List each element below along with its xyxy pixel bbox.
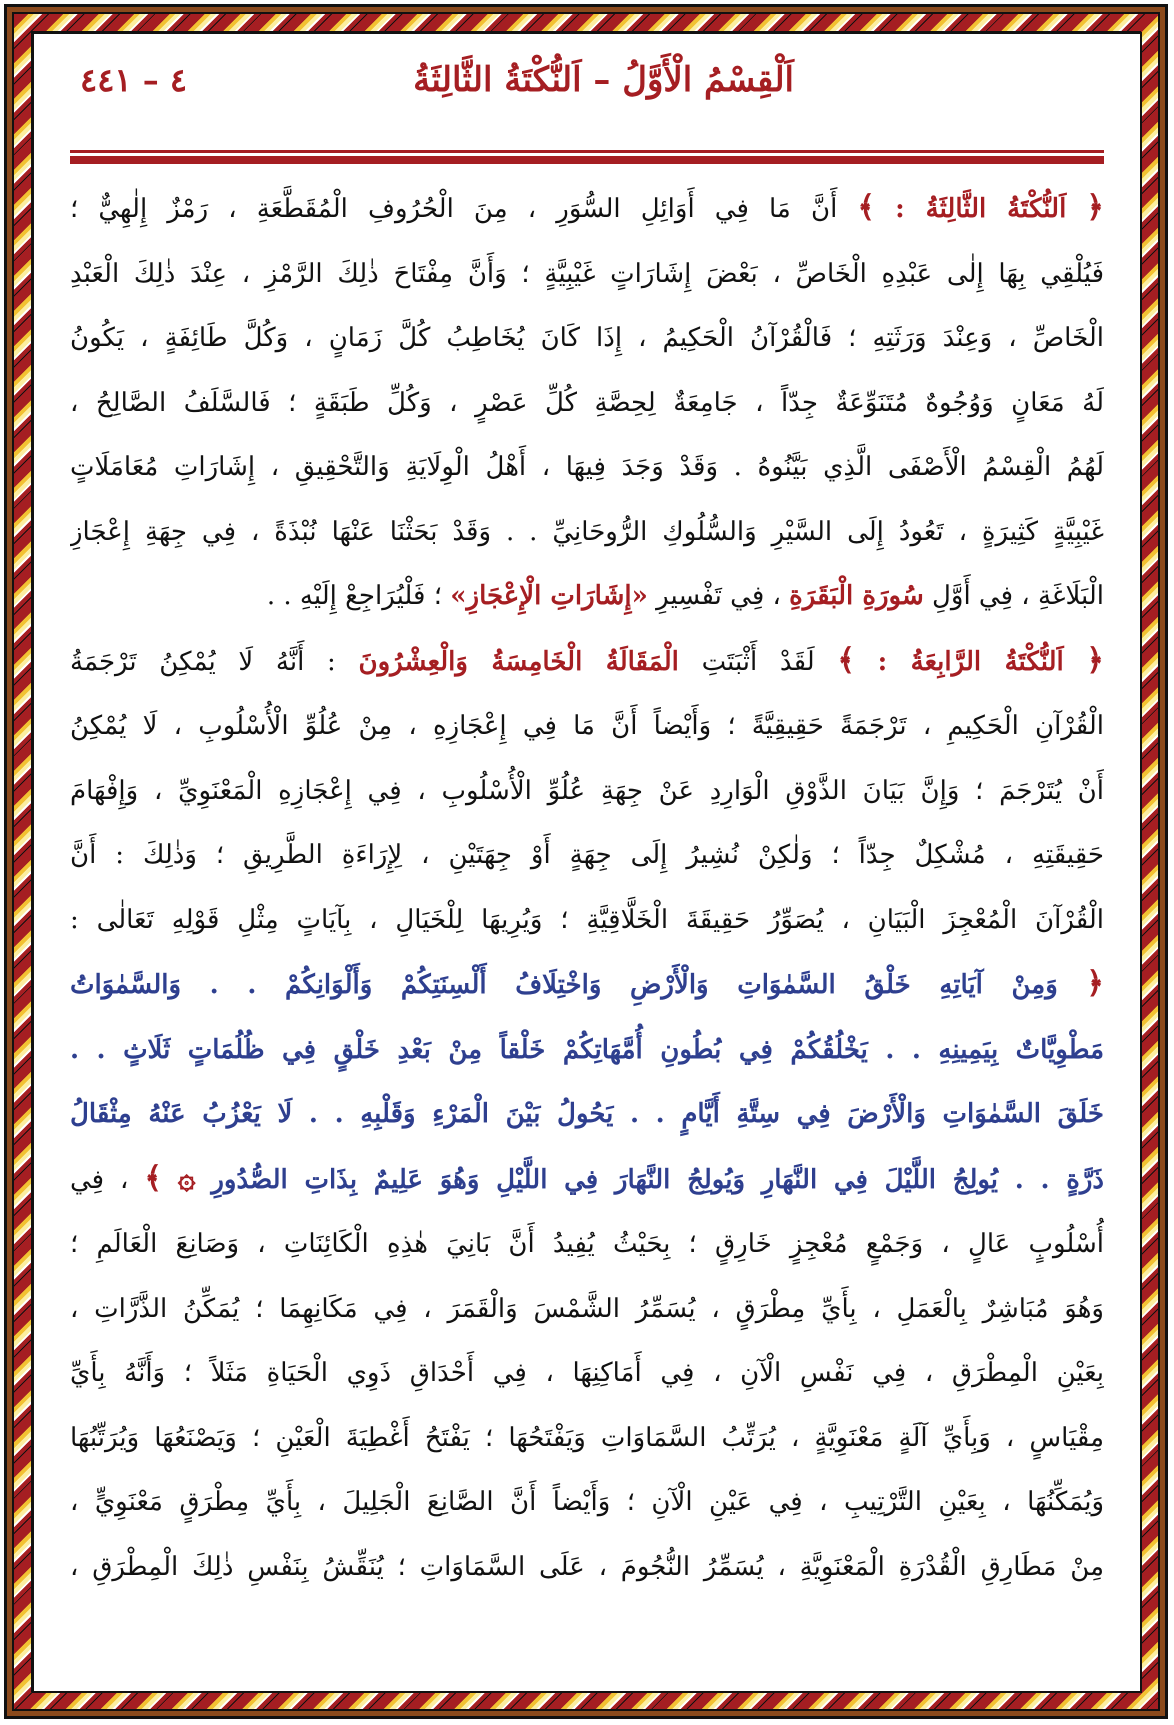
text-line: الْقُرْآنَ الْمُعْجِزَ الْبَيَانِ ، يُصَوِّرُ حَقِيقَةَ الْخَلَّاقِيَّةِ ؛ وَيُرِيهَا لِلْخَيَالِ ، بِآيَاتٍ مِثْلِ قَوْلِهِ تَعَالٰى : (70, 904, 1104, 935)
quran-quote-line: خَلَقَ السَّمٰوَاتِ وَالْأَرْضَ فِي سِتَّةِ أَيَّامٍ . . يَحُولُ بَيْنَ الْمَرْءِ وَقَلْبِهِ . . لَا يَعْزُبُ عَنْهُ مِثْقَالُ (70, 1099, 1104, 1129)
section-heading-3: اَلنُّكْتَةُ الثَّالِثَةُ : (895, 194, 1067, 224)
page-number: ٤ – ٤٤١ (80, 61, 188, 99)
text-line (70, 176, 1104, 242)
line-text: ، فِي (70, 1164, 129, 1195)
header-title: اَلْقِسْمُ الْأَوَّلُ – اَلنُّكْتَةُ الثَّالِثَةُ (413, 60, 794, 100)
line-text: أَنَّ مَا فِي أَوَائِلِ السُّوَرِ ، مِنَ الْحُرُوفِ الْمُقَطَّعَةِ ، رَمْزٌ إِلٰهِيٌّ ؛ (70, 194, 838, 224)
line-text: ، فِي تَفْسِيرِ (656, 581, 781, 611)
line-text: الْبَلَاغَةِ ، فِي أَوَّلِ (932, 581, 1104, 611)
ornament-close-icon: ﴾ (857, 190, 875, 225)
text-line: مِقْيَاسٍ ، وَبِأَيِّ آلَةٍ مَعْنَوِيَّةٍ ، يُرَتِّبُ السَّمَاوَاتِ وَيَفْتَحُهَا ؛ يَفْتَحُ أَغْطِيَةَ الْعَيْنِ ؛ وَيَصْنَعُهَا وَيُرَتِّبُهَا (70, 1422, 1104, 1453)
text-line: بِعَيْنِ الْمِطْرَقِ ، فِي نَفْسِ الْآنِ ، فِي أَمَاكِنِهَا ، فِي أَحْدَاقِ ذَوِي الْحَيَاةِ مَثَلاً ؛ وَأَنَّهُ بِأَيِّ (70, 1358, 1104, 1388)
line-text: لَقَدْ أَثْبَتَتِ (701, 646, 815, 677)
text-line: وَيُمَكِّنُهَا ، بِعَيْنِ التَّرْتِيبِ ، فِي عَيْنِ الْآنِ ؛ وَأَيْضاً أَنَّ الصَّانِعَ الْجَلِيلَ ، بِأَيِّ مِطْرَقٍ مَعْنَوِيٍّ ، (70, 1487, 1104, 1517)
quran-open-bracket-icon: ﴿ (1086, 966, 1104, 1001)
header-rule-thick (70, 156, 1104, 164)
surah-name: سُورَةِ الْبَقَرَةِ (789, 581, 924, 611)
text-line: أُسْلُوبٍ عَالٍ ، وَجَمْعٍ مُعْجِزٍ خَارِقٍ ؛ بِحَيْثُ يُفِيدُ أَنَّ بَانِيَ هٰذِهِ الْكَائِنَاتِ ، وَصَانِعَ الْعَالَمِ ؛ (70, 1229, 1104, 1259)
line-text: : أَنَّهُ لَا يُمْكِنُ تَرْجَمَةُ (70, 646, 336, 677)
line-text: ؛ فَلْيُرَاجِعْ إِلَيْهِ . . (266, 581, 442, 611)
text-line: أَنْ يُتَرْجَمَ ؛ وَإِنَّ بَيَانَ الذَّوْقِ الْوَارِدِ عَنْ جِهَةِ عُلُوِّ الْأُسْلُوبِ ، فِي إِعْجَازِهِ الْمَعْنَوِيِّ ، وَإِفْهَامَ (70, 775, 1104, 806)
body-text (70, 176, 1104, 1599)
header-rule (70, 150, 1104, 164)
text-line: الْخَاصِّ ، وَعِنْدَ وَرَثَتِهِ ؛ فَالْقُرْآنُ الْحَكِيمُ ، إِذَا كَانَ يُخَاطِبُ كُلَّ زَمَانٍ ، وَكُلَّ طَائِفَةٍ ، يَكُونُ (70, 323, 1104, 353)
text-line: لَهُ مَعَانٍ وَوُجُوهٌ مُتَنَوِّعَةٌ جِدّاً ، جَامِعَةٌ لِحِصَّةِ كُلِّ عَصْرٍ ، وَكُلِّ طَبَقَةٍ ؛ فَالسَّلَفُ الصَّالِحُ ، (70, 387, 1104, 418)
text-line (70, 564, 1104, 629)
book-title: «إِشَارَاتِ الْإِعْجَازِ» (450, 581, 648, 611)
text-line (70, 629, 1104, 695)
text-line: لَهُمُ الْقِسْمُ الْأَصْفَى الَّذِي بَيَّنُوهُ . وَقَدْ وَجَدَ فِيهَا ، أَهْلُ الْوِلَايَةِ وَالتَّحْقِيقِ ، إِشَارَاتِ مُعَامَلَاتٍ (70, 452, 1104, 482)
quran-close-bracket-icon: ﴾ (144, 1160, 162, 1196)
quran-quote-line: مَطْوِيَّاتٌ بِيَمِينِهِ . . يَخْلُقُكُمْ فِي بُطُونِ أُمَّهَاتِكُمْ خَلْقاً مِنْ بَعْدِ خَلْقٍ فِي ظُلُمَاتٍ ثَلَاثٍ . . (70, 1034, 1104, 1065)
section-heading-4: اَلنُّكْتَةُ الرَّابِعَةُ : (877, 646, 1064, 677)
text-line: الْقُرْآنِ الْحَكِيمِ ، تَرْجَمَةً حَقِيقِيَّةً ؛ وَأَيْضاً أَنَّ مَا فِي إِعْجَازِهِ ، مِنْ عُلُوِّ الْأُسْلُوبِ ، لَا يُمْكِنُ (70, 711, 1104, 741)
article-reference: الْمَقَالَةُ الْخَامِسَةُ وَالْعِشْرُونَ (358, 646, 679, 677)
quran-text: وَمِنْ آيَاتِهِ خَلْقُ السَّمٰوَاتِ وَالْأَرْضِ وَاخْتِلَافُ أَلْسِنَتِكُمْ وَأَلْوَانِكُمْ . . وَالسَّمٰوَاتُ (70, 970, 1058, 1000)
text-line: مِنْ مَطَارِقِ الْقُدْرَةِ الْمَعْنَوِيَّةِ ، يُسَمِّرُ النُّجُومَ ، عَلَى السَّمَاوَاتِ ؛ يُنَقِّشُ بِنَفْسِ ذٰلِكَ الْمِطْرَقِ ، (70, 1551, 1104, 1582)
ornament-close-icon: ﴾ (837, 642, 855, 678)
quran-quote-line (70, 952, 1104, 1018)
ornament-open-icon: ﴿ (1086, 642, 1104, 678)
text-line: فَيُلْقِي بِهَا إِلٰى عَبْدِهِ الْخَاصِّ ، بَعْضَ إِشَارَاتٍ غَيْبِيَّةٍ ؛ وَأَنَّ مِفْتَاحَ ذٰلِكَ الرَّمْزِ ، عِنْدَ ذٰلِكَ الْعَبْدِ (70, 258, 1104, 289)
header-rule-thin (70, 150, 1104, 153)
text-line: حَقِيقَتِهِ ، مُشْكِلٌ جِدّاً ؛ وَلٰكِنْ نُشِيرُ إِلَى جِهَةٍ أَوْ جِهَتَيْنِ ، لِإِرَاءَةِ الطَّرِيقِ ؛ وَذٰلِكَ : أَنَّ (70, 840, 1104, 870)
text-line: وَهُوَ مُبَاشِرٌ بِالْعَمَلِ ، بِأَيِّ مِطْرَقٍ ، يُسَمِّرُ الشَّمْسَ وَالْقَمَرَ ، فِي مَكَانِهِمَا ؛ يُمَكِّنُ الذَّرَّاتِ ، (70, 1293, 1104, 1324)
text-line: غَيْبِيَّةٍ كَثِيرَةٍ ، تَعُودُ إِلَى السَّيْرِ وَالسُّلُوكِ الرُّوحَانِيِّ . . وَقَدْ بَحَثْنَا عَنْهَا نُبْذَةً ، فِي جِهَةِ إِعْجَازِ (70, 516, 1104, 547)
quran-text: ذَرَّةٍ . . يُولِجُ اللَّيْلَ فِي النَّهَارِ وَيُولِجُ النَّهَارَ فِي اللَّيْلِ وَهُوَ عَلِيمٌ بِذَاتِ الصُّدُورِ (211, 1164, 1104, 1195)
quran-quote-line (70, 1147, 1104, 1213)
ornament-open-icon: ﴿ (1086, 190, 1104, 225)
running-header (40, 50, 1134, 110)
rosette-icon: ۞ (177, 1160, 196, 1196)
